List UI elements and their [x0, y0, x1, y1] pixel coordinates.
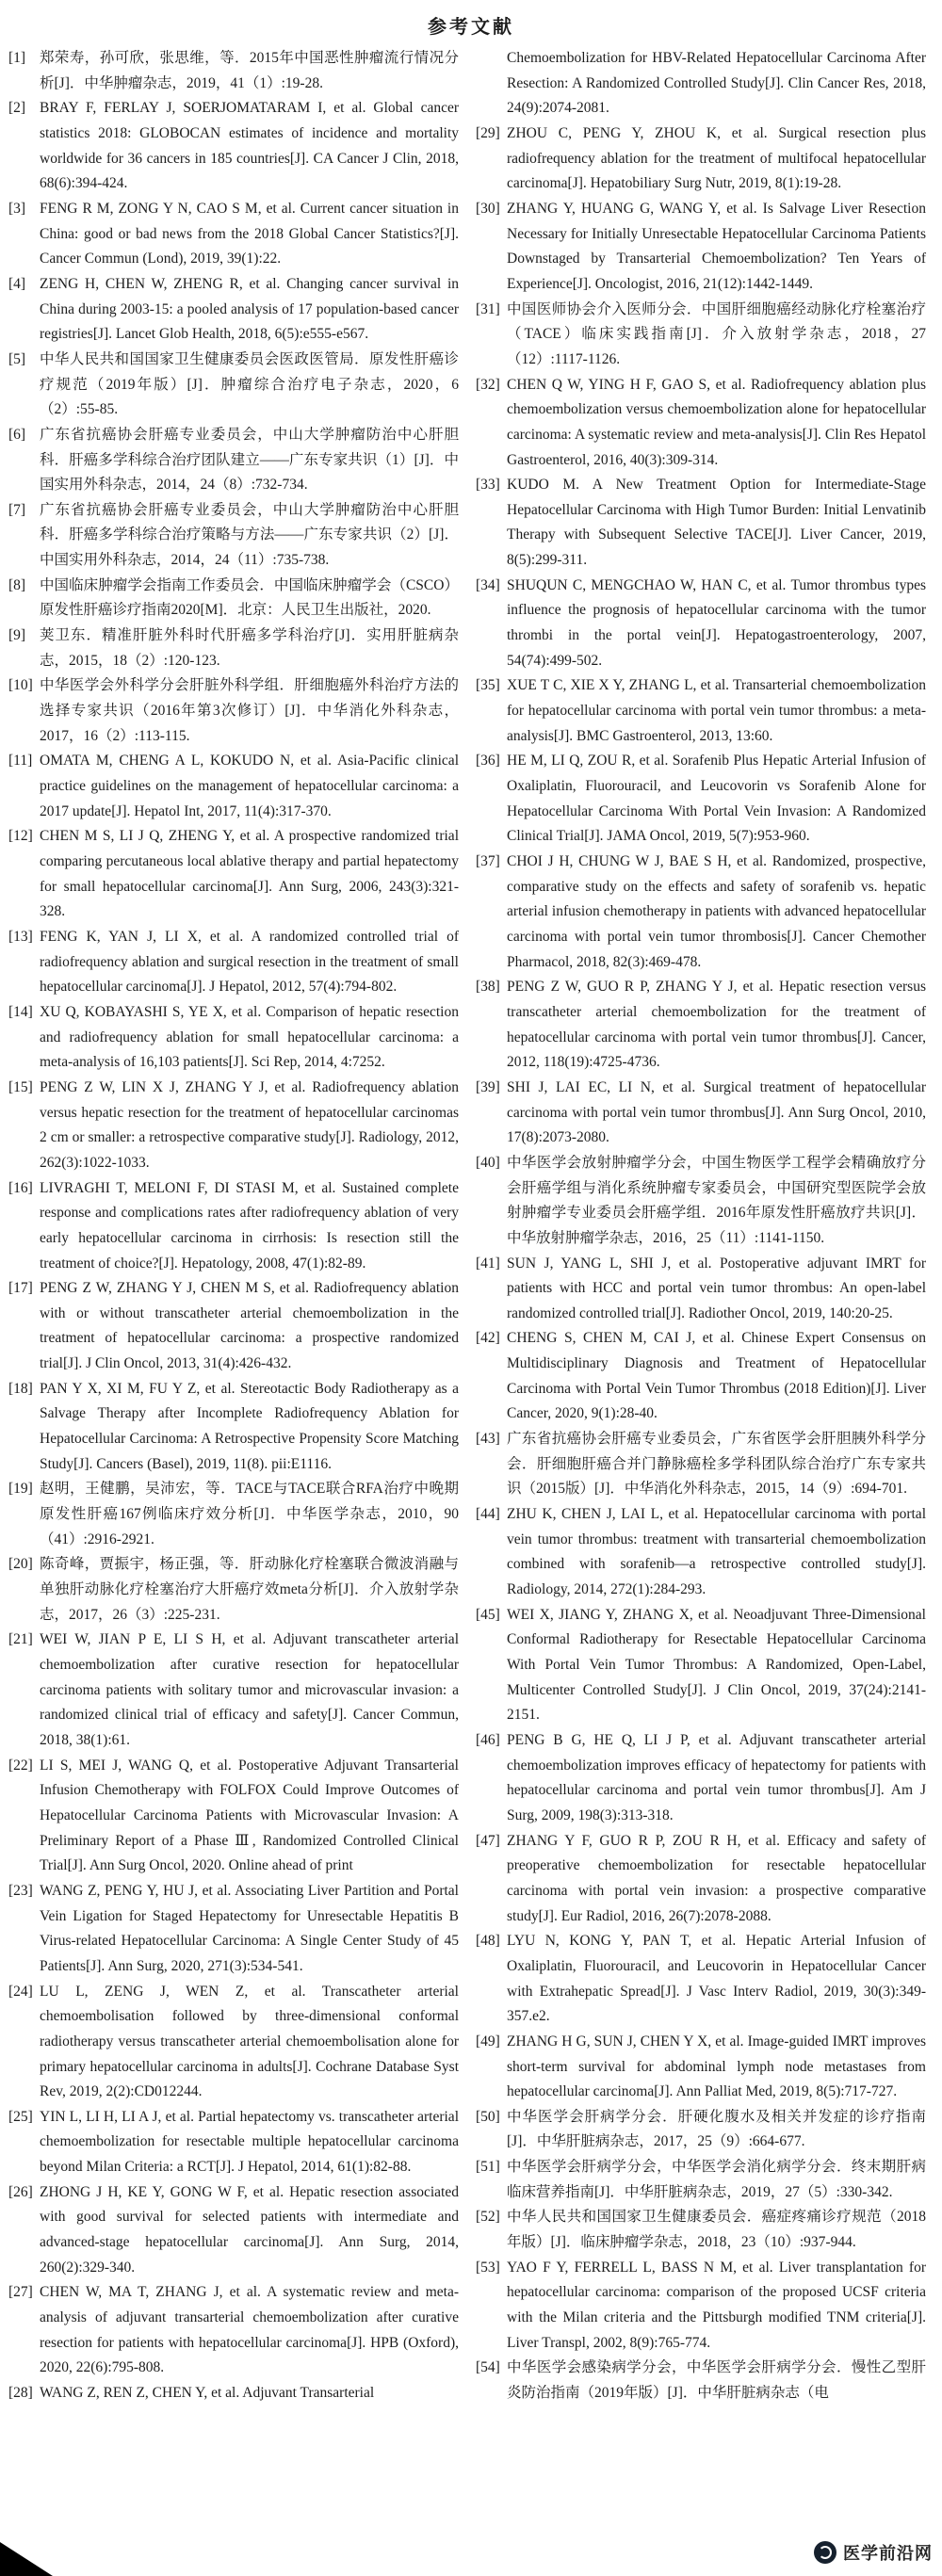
reference-number: [5] [8, 350, 26, 367]
reference-item [476, 1929, 926, 2030]
reference-item [476, 749, 926, 850]
reference-text: YIN L, LI H, LI A J, et al. Partial hepatectomy vs. transcatheter arterial chemoembolization for resectable multiple hepatocellular carcinoma beyond Milan Criteria: a RCT[J]. J Hepatol, 2014, 61(1):82-88. [40, 2108, 459, 2176]
reference-text: HE M, LI Q, ZOU R, et al. Sorafenib Plus Hepatic Arterial Infusion of Oxaliplatin, Fluorouracil, and Leucovorin vs Sorafenib Alone for Hepatocellular Carcinoma With Portal Vein Invasion: A Randomized Clinical Trial[J]. JAMA Oncol, 2019, 5(7):953-960. [507, 753, 926, 845]
reference-text: 中华医学会感染病学分会，中华医学会肝病学分会．慢性乙型肝炎防治指南（2019年版）[J]．中华肝脏病杂志（电 [507, 2359, 926, 2402]
reference-item [8, 272, 459, 348]
reference-number: [49] [476, 2033, 500, 2049]
reference-number: [38] [476, 979, 500, 996]
reference-number: [16] [8, 1179, 33, 1196]
reference-text: CHEN W, MA T, ZHANG J, et al. A systematic review and meta-analysis of adjuvant transarterial chemoembolization after curative resection for patients with hepatocellular carcinoma[J]. HPB (Oxford), 2020, 22(6):795-808. [40, 2284, 459, 2376]
reference-number: [48] [476, 1933, 500, 1950]
reference-number: [15] [8, 1078, 33, 1095]
reference-text: CHEN Q W, YING H F, GAO S, et al. Radiofrequency ablation plus chemoembolization versus chemoembolization alone for hepatocellular carcinoma: A systematic review and meta-analysis[J]. Clin Res Hepatol Gastroenterol, 2016, 40(3):309-314. [507, 376, 926, 468]
reference-number: [14] [8, 1003, 33, 1020]
reference-number: [31] [476, 300, 500, 317]
reference-text: ZHONG J H, KE Y, GONG W F, et al. Hepatic resection associated with good survival for selected patients with intermediate and advanced-stage hepatocellular carcinoma[J]. Ann Surg, 2014, 260(2):329-340. [40, 2183, 459, 2276]
reference-number: [29] [476, 124, 500, 141]
reference-text: 中华人民共和国国家卫生健康委员会医政医管局．原发性肝癌诊疗规范（2019年版）[J]．肿瘤综合治疗电子杂志，2020，6（2）:55-85. [40, 350, 459, 418]
reference-number: [44] [476, 1506, 500, 1523]
reference-text: CHEN M S, LI J Q, ZHENG Y, et al. A prospective randomized trial comparing percutaneous local ablative therapy and partial hepatectomy for small hepatocellular carcinoma[J]. Ann Surg, 2006, 243(3):321-328. [40, 828, 459, 920]
reference-item [476, 1603, 926, 1728]
reference-text: 陈奇峰，贾振宇，杨正强，等．肝动脉化疗栓塞联合微波消融与单独肝动脉化疗栓塞治疗大肝癌疗效meta分析[J]．介入放射学杂志，2017，26（3）:225-231. [40, 1556, 459, 1623]
watermark-label: 医学前沿网 [843, 2544, 933, 2563]
reference-number: [18] [8, 1380, 33, 1397]
reference-item [8, 2105, 459, 2180]
reference-item [476, 2256, 926, 2357]
reference-text: PENG Z W, GUO R P, ZHANG Y J, et al. Hepatic resection versus transcatheter arterial chemoembolization for the treatment of hepatocellular carcinoma with portal vein tumor thrombus[J]. Cancer, 2012, 118(19):4725-4736. [507, 979, 926, 1071]
reference-item [8, 423, 459, 498]
reference-text: LU L, ZENG J, WEN Z, et al. Transcatheter arterial chemoembolisation followed by three-dimensional conformal radiotherapy versus transcatheter arterial chemoembolisation alone for primary hepatocellular carcinoma in adults[J]. Cochrane Database Syst Rev, 2019, 2(2):CD012244. [40, 1983, 459, 2100]
reference-number: [10] [8, 677, 33, 694]
reference-number: [33] [476, 477, 500, 494]
reference-number: [27] [8, 2284, 33, 2301]
page-title: 参考文献 [428, 17, 514, 38]
reference-number: [35] [476, 677, 500, 694]
reference-item [8, 1076, 459, 1176]
reference-text: 中华医学会肝病学分会，中华医学会消化病学分会．终末期肝病临床营养指南[J]．中华肝脏病杂志，2019，27（5）:330-342. [507, 2159, 926, 2200]
reference-item [8, 574, 459, 624]
reference-item [8, 46, 459, 96]
reference-item [8, 1276, 459, 1377]
reference-number: [4] [8, 275, 26, 292]
reference-item [8, 1980, 459, 2105]
reference-item [476, 2205, 926, 2255]
reference-item [476, 1728, 926, 1829]
reference-text: PAN Y X, XI M, FU Y Z, et al. Stereotactic Body Radiotherapy as a Salvage Therapy after Incomplete Radiofrequency Ablation for Hepatocellular Carcinoma: A Retrospective Propensity Score Matching Study[J]. Cancers (Basel), 2019, 11(8). pii:E1116. [40, 1380, 459, 1472]
reference-text: ZENG H, CHEN W, ZHENG R, et al. Changing cancer survival in China during 2003-15: a pooled analysis of 17 population-based cancer registries[J]. Lancet Glob Health, 2018, 6(5):e555-e567. [40, 275, 459, 343]
reference-item [476, 473, 926, 574]
reference-columns [0, 46, 942, 2406]
reference-text: LYU N, KONG Y, PAN T, et al. Hepatic Arterial Infusion of Oxaliplatin, Fluorouracil, and Leucovorin in Hepatocellular Cancer with Extrahepatic Spread[J]. J Vasc Interv Radiol, 2019, 30(3):349-357.e2. [507, 1933, 926, 2025]
reference-item [8, 749, 459, 824]
reference-item [476, 1252, 926, 1327]
reference-number: [21] [8, 1631, 33, 1648]
reference-item [476, 2155, 926, 2205]
reference-text: 广东省抗癌协会肝癌专业委员会，中山大学肿瘤防治中心肝胆科．肝癌多学科综合治疗团队建立——广东专家共识（1）[J]．中国实用外科杂志，2014，24（8）:732-734. [40, 426, 459, 494]
reference-number: [28] [8, 2385, 33, 2402]
reference-text: 中华医学会肝病学分会．肝硬化腹水及相关并发症的诊疗指南[J]．中华肝脏病杂志，2017，25（9）:664-677. [507, 2108, 926, 2150]
reference-item [8, 2381, 459, 2406]
reference-item [476, 2105, 926, 2155]
reference-number: [52] [476, 2209, 500, 2226]
reference-text: OMATA M, CHENG A L, KOKUDO N, et al. Asia-Pacific clinical practice guidelines on the management of hepatocellular carcinoma: a 2017 update[J]. Hepatol Int, 2017, 11(4):317-370. [40, 753, 459, 819]
reference-item [476, 850, 926, 975]
reference-number: [47] [476, 1832, 500, 1849]
reference-number: [9] [8, 627, 26, 644]
reference-text: SUN J, YANG L, SHI J, et al. Postoperative adjuvant IMRT for patients with HCC and portal vein tumor thrombus: An open-label randomized controlled trial[J]. Radiother Oncol, 2019, 140:20-25. [507, 1255, 926, 1321]
reference-number: [20] [8, 1556, 33, 1573]
reference-text: 荚卫东．精准肝脏外科时代肝癌多学科治疗[J]．实用肝脏病杂志，2015，18（2）:120-123. [40, 627, 459, 669]
reference-item [8, 1754, 459, 1879]
reference-item [8, 1879, 459, 1980]
reference-number: [40] [476, 1154, 500, 1171]
reference-number: [19] [8, 1481, 33, 1498]
reference-item [8, 824, 459, 925]
reference-text: PENG Z W, ZHANG Y J, CHEN M S, et al. Radiofrequency ablation with or without transcatheter arterial chemoembolization in the treatment of hepatocellular carcinoma: a prospective randomized trial[J]. J Clin Oncol, 2013, 31(4):426-432. [40, 1280, 459, 1372]
reference-text: YAO F Y, FERRELL L, BASS N M, et al. Liver transplantation for hepatocellular carcinoma: comparison of the proposed UCSF criteria with the Milan criteria and the Pittsburgh modified TNM criteria[J]. Liver Transpl, 2002, 8(9):765-774. [507, 2259, 926, 2351]
reference-number: [46] [476, 1731, 500, 1748]
reference-number: [41] [476, 1255, 500, 1272]
reference-item [8, 673, 459, 749]
reference-item [476, 298, 926, 373]
reference-number: [42] [476, 1330, 500, 1347]
reference-number: [43] [476, 1431, 500, 1448]
reference-text: KUDO M. A New Treatment Option for Intermediate-Stage Hepatocellular Carcinoma with High Tumor Burden: Initial Lenvatinib Therapy with Subsequent Selective TACE[J]. Liver Cancer, 2019, 8(5):299-311. [507, 477, 926, 569]
reference-text: CHENG S, CHEN M, CAI J, et al. Chinese Expert Consensus on Multidisciplinary Diagnosis and Treatment of Hepatocellular Carcinoma with Portal Vein Tumor Thrombus (2018 Edition)[J]. Liver Cancer, 2020, 9(1):28-40. [507, 1330, 926, 1422]
reference-number: [1] [8, 50, 26, 66]
reference-text: 郑荣寿，孙可欣，张思维，等．2015年中国恶性肿瘤流行情况分析[J]．中华肿瘤杂志，2019，41（1）:19-28. [40, 50, 459, 91]
reference-text: 中华医学会外科学分会肝脏外科学组．肝细胞癌外科治疗方法的选择专家共识（2016年第3次修订）[J]．中华消化外科杂志，2017，16（2）:113-115. [40, 677, 459, 744]
reference-item [8, 2180, 459, 2281]
reference-item [476, 1502, 926, 1603]
reference-text: PENG B G, HE Q, LI J P, et al. Adjuvant transcatheter arterial chemoembolization improves efficacy of hepatectomy for patients with hepatocellular carcinoma and portal vein tumor thrombus[J]. Am J Surg, 2009, 198(3):313-318. [507, 1731, 926, 1823]
reference-number: [6] [8, 426, 26, 443]
reference-item [476, 1427, 926, 1502]
reference-number: [23] [8, 1882, 33, 1899]
reference-item [8, 348, 459, 423]
reference-item [8, 1000, 459, 1076]
reference-text: 广东省抗癌协会肝癌专业委员会，广东省医学会肝胆胰外科学分会．肝细胞肝癌合并门静脉癌栓多学科团队综合治疗广东专家共识（2015版）[J]．中华消化外科杂志，2015，14（9）:694-701. [507, 1431, 926, 1498]
reference-item [476, 197, 926, 298]
reference-text: 中国临床肿瘤学会指南工作委员会．中国临床肿瘤学会（CSCO）原发性肝癌诊疗指南2020[M]．北京：人民卫生出版社，2020. [40, 576, 459, 619]
reference-number: [24] [8, 1983, 33, 2000]
reference-number: [7] [8, 501, 26, 518]
reference-text: XUE T C, XIE X Y, ZHANG L, et al. Transarterial chemoembolization for hepatocellular carcinoma with portal vein tumor thrombus: a meta-analysis[J]. BMC Gastroenterol, 2013, 13:60. [507, 677, 926, 744]
reference-item [8, 1377, 459, 1478]
reference-item [8, 498, 459, 574]
reference-number: [37] [476, 853, 500, 869]
reference-number: [25] [8, 2108, 33, 2125]
reference-text: LIVRAGHI T, MELONI F, DI STASI M, et al. Sustained complete response and complications rates after radiofrequency ablation of very early hepatocellular carcinoma in cirrhosis: Is resection still the treatment of choice?[J]. Hepatology, 2008, 47(1):82-89. [40, 1179, 459, 1272]
reference-number: [8] [8, 576, 26, 593]
reference-text: WEI X, JIANG Y, ZHANG X, et al. Neoadjuvant Three-Dimensional Conformal Radiotherapy for Resectable Hepatocellular Carcinoma With Portal Vein Tumor Thrombus: A Randomized, Open-Label, Multicenter Controlled Study[J]. J Clin Oncol, 2019, 37(24):2141-2151. [507, 1606, 926, 1724]
reference-item [8, 1628, 459, 1753]
reference-number: [32] [476, 376, 500, 393]
reference-item [476, 2356, 926, 2406]
reference-text: SHUQUN C, MENGCHAO W, HAN C, et al. Tumor thrombus types influence the prognosis of hepatocellular carcinoma with the tumor thrombi in the portal vein[J]. Hepatogastroenterology, 2007, 54(74):499-502. [507, 576, 926, 669]
reference-number: [39] [476, 1078, 500, 1095]
reference-text: LI S, MEI J, WANG Q, et al. Postoperative Adjuvant Transarterial Infusion Chemotherapy with FOLFOX Could Improve Outcomes of Hepatocellular Carcinoma Patients with Microvascular Invasion: A Preliminary Report of a Phase Ⅲ, Randomized Controlled Clinical Trial[J]. Ann Surg Oncol, 2020. Online ahead of print [40, 1757, 459, 1874]
reference-number: [22] [8, 1757, 33, 1774]
reference-text: SHI J, LAI EC, LI N, et al. Surgical treatment of hepatocellular carcinoma with portal vein tumor thrombus[J]. Ann Surg Oncol, 2010, 17(8):2073-2080. [507, 1078, 926, 1146]
reference-item [8, 197, 459, 272]
reference-text: BRAY F, FERLAY J, SOERJOMATARAM I, et al. Global cancer statistics 2018: GLOBOCAN estimates of incidence and mortality worldwide for 36 cancers in 185 countries[J]. CA Cancer J Clin, 2018, 68(6):394-424. [40, 100, 459, 192]
corner-triangle-decoration [0, 2542, 53, 2576]
reference-text: 广东省抗癌协会肝癌专业委员会，中山大学肿瘤防治中心肝胆科．肝癌多学科综合治疗策略与方法——广东专家共识（2）[J]．中国实用外科杂志，2014，24（11）:735-738. [40, 501, 459, 569]
reference-text: PENG Z W, LIN X J, ZHANG Y J, et al. Radiofrequency ablation versus hepatic resection for the treatment of hepatocellular carcinomas 2 cm or smaller: a retrospective comparative study[J]. Radiology, 2012, 262(3):1022-1033. [40, 1078, 459, 1171]
reference-text: CHOI J H, CHUNG W J, BAE S H, et al. Randomized, prospective, comparative study on the effects and safety of sorafenib vs. hepatic arterial infusion chemotherapy in patients with advanced hepatocellular carcinoma with portal vein tumor thrombosis[J]. Cancer Chemother Pharmacol, 2018, 82(3):469-478. [507, 853, 926, 970]
reference-item [8, 624, 459, 673]
reference-text: WEI W, JIAN P E, LI S H, et al. Adjuvant transcatheter arterial chemoembolization after curative resection for hepatocellular carcinoma patients with solitary tumor and microvascular invasion: a randomized clinical trial of efficacy and safety[J]. Cancer Commun, 2018, 38(1):61. [40, 1631, 459, 1748]
reference-item [8, 1477, 459, 1552]
reference-number: [17] [8, 1280, 33, 1297]
reference-item [8, 96, 459, 197]
reference-text: Chemoembolization for HBV-Related Hepatocellular Carcinoma After Resection: A Randomized Controlled Study[J]. Clin Cancer Res, 2018, 24(9):2074-2081. [507, 50, 926, 117]
reference-number: [36] [476, 753, 500, 770]
reference-number: [30] [476, 200, 500, 217]
reference-text: WANG Z, PENG Y, HU J, et al. Associating Liver Partition and Portal Vein Ligation for Staged Hepatectomy for Unresectable Hepatitis B Virus-related Hepatocellular Carcinoma: A Single Center Study of 45 Patients[J]. Ann Surg, 2020, 271(3):534-541. [40, 1882, 459, 1974]
reference-number: [11] [8, 753, 33, 770]
reference-number: [12] [8, 828, 33, 845]
reference-text: FENG K, YAN J, LI X, et al. A randomized controlled trial of radiofrequency ablation and surgical resection in the treatment of small hepatocellular carcinoma[J]. J Hepatol, 2012, 57(4):794-802. [40, 928, 459, 996]
reference-number: [34] [476, 576, 500, 593]
reference-number: [51] [476, 2159, 500, 2176]
reference-item [8, 925, 459, 1000]
site-watermark [814, 2540, 933, 2565]
reference-item [476, 1151, 926, 1252]
reference-text: XU Q, KOBAYASHI S, YE X, et al. Comparison of hepatic resection and radiofrequency ablation for small hepatocellular carcinoma: a meta-analysis of 16,103 patients[J]. Sci Rep, 2014, 4:7252. [40, 1003, 459, 1071]
reference-text: WANG Z, REN Z, CHEN Y, et al. Adjuvant Transarterial [40, 2385, 375, 2402]
reference-item [476, 673, 926, 749]
reference-item [8, 2280, 459, 2381]
site-logo-icon [814, 2541, 836, 2564]
reference-number: [45] [476, 1606, 500, 1623]
reference-text: FENG R M, ZONG Y N, CAO S M, et al. Current cancer situation in China: good or bad news from the 2018 Global Cancer Statistics?[J]. Cancer Commun (Lond), 2019, 39(1):22. [40, 200, 459, 267]
reference-item [8, 1176, 459, 1277]
reference-item [476, 975, 926, 1076]
reference-item [8, 1552, 459, 1628]
reference-number: [54] [476, 2359, 500, 2376]
reference-item [476, 1326, 926, 1427]
reference-item [476, 1829, 926, 1930]
reference-text: 中华医学会放射肿瘤学分会，中国生物医学工程学会精确放疗分会肝癌学组与消化系统肿瘤专家委员会，中国研究型医院学会放射肿瘤学专业委员会肝癌学组．2016年原发性肝癌放疗共识[J]．中华放射肿瘤学杂志，2016，25（11）:1141-1150. [507, 1154, 926, 1246]
reference-number: [53] [476, 2259, 500, 2276]
reference-number: [50] [476, 2108, 500, 2125]
references-column-left [8, 46, 459, 2406]
reference-number: [3] [8, 200, 26, 217]
references-column-right [476, 46, 926, 2406]
reference-text: ZHANG Y, HUANG G, WANG Y, et al. Is Salvage Liver Resection Necessary for Initially Unresectable Hepatocellular Carcinoma Patients Downstaged by Transarterial Chemoembolization? Ten Years of Experience[J]. Oncologist, 2016, 21(12):1442-1449. [507, 200, 926, 292]
reference-item [476, 46, 926, 122]
reference-text: ZHU K, CHEN J, LAI L, et al. Hepatocellular carcinoma with portal vein tumor thrombus: treatment with transarterial chemoembolization combined with sorafenib—a retrospective controlled study[J]. Radiology, 2014, 272(1):284-293. [507, 1506, 926, 1598]
reference-text: 赵明，王健鹏，吴沛宏，等．TACE与TACE联合RFA治疗中晚期原发性肝癌167例临床疗效分析[J]．中华医学杂志，2010，90（41）:2916-2921. [40, 1481, 459, 1547]
reference-text: 中国医师协会介入医师分会．中国肝细胞癌经动脉化疗栓塞治疗（TACE）临床实践指南[J]．介入放射学杂志，2018，27（12）:1117-1126. [507, 300, 926, 367]
reference-item [476, 574, 926, 674]
reference-number: [13] [8, 928, 33, 945]
reference-text: ZHANG H G, SUN J, CHEN Y X, et al. Image-guided IMRT improves short-term survival for abdominal lymph node metastases from hepatocellular carcinoma[J]. Ann Palliat Med, 2019, 8(5):717-727. [507, 2033, 926, 2100]
reference-item [476, 122, 926, 197]
reference-item [476, 373, 926, 474]
reference-item [476, 1076, 926, 1151]
reference-text: ZHANG Y F, GUO R P, ZOU R H, et al. Efficacy and safety of preoperative chemoembolization for resectable hepatocellular carcinoma with portal vein invasion: a prospective comparative study[J]. Eur Radiol, 2016, 26(7):2078-2088. [507, 1832, 926, 1924]
reference-text: ZHOU C, PENG Y, ZHOU K, et al. Surgical resection plus radiofrequency ablation for the treatment of multifocal hepatocellular carcinoma[J]. Hepatobiliary Surg Nutr, 2019, 8(1):19-28. [507, 124, 926, 192]
reference-number: [2] [8, 100, 26, 117]
reference-item [476, 2030, 926, 2105]
reference-number: [26] [8, 2183, 33, 2200]
reference-text: 中华人民共和国国家卫生健康委员会．癌症疼痛诊疗规范（2018年版）[J]．临床肿瘤学杂志，2018，23（10）:937-944. [507, 2209, 926, 2251]
